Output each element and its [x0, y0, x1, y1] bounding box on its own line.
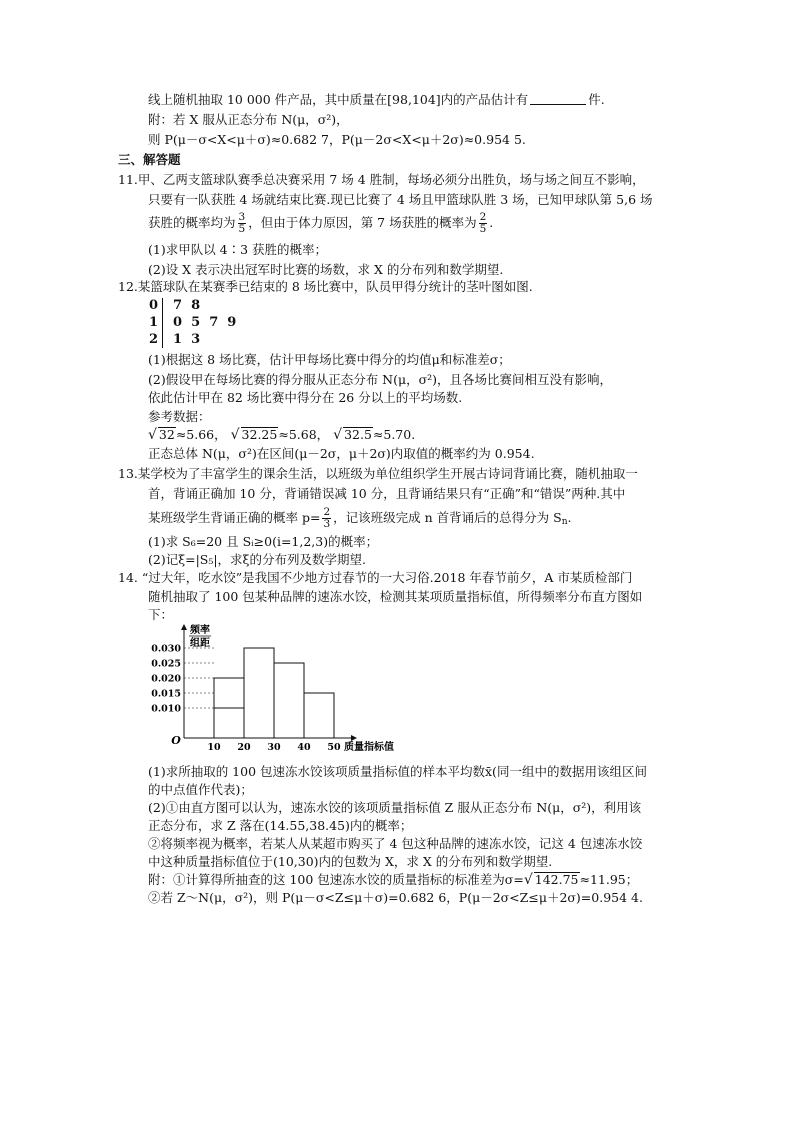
q14-sub: 的中点值作代表)；: [148, 782, 253, 797]
y-label-top: 频率: [190, 625, 210, 636]
ref-title: 参考数据：: [148, 409, 211, 424]
ref-values: √ 32≈5.66， √ 32.25≈5.68， √ 32.5≈5.70.: [148, 427, 416, 443]
x-axis-label: 质量指标值: [344, 742, 394, 753]
fraction: $\frac{2}{3}$: [323, 506, 331, 530]
leaves: 0 5 7 9: [173, 315, 237, 330]
q13-line: 某班级学生背诵正确的概率 p= $\frac{2}{3}$ ，记该班级完成 n 首背诵后的总得分为 $S_n$.: [148, 506, 572, 530]
q11-sub: (1)求甲队以 4∶3 获胜的概率；: [148, 242, 328, 257]
stem: 2: [149, 332, 159, 347]
y-tick-label: 0.020: [151, 673, 181, 685]
y-tick-label: 0.015: [151, 688, 181, 700]
leaves: 1 3: [173, 332, 201, 347]
q12-sub: 依此估计甲在 82 场比赛中得分在 26 分以上的平均场数.: [148, 390, 463, 405]
x-axis-arrow: [351, 735, 357, 741]
answer-blank: [530, 92, 586, 105]
q11-line: 只要有一队获胜 4 场就结束比赛.现已比赛了 4 场且甲篮球队胜 3 场，已知甲球队第 5,6 场: [148, 192, 653, 207]
x-tick-label: 50: [327, 742, 341, 753]
frequency-histogram: [140, 618, 394, 760]
text-line: 则 P(μ－σ<X<μ＋σ)≈0.682 7，P(μ－2σ<X<μ＋2σ)≈0.954 5.: [148, 132, 526, 147]
x-tick-label: 40: [297, 742, 311, 753]
q11-line: 获胜的概率均为 $\frac{3}{5}$ ，但由于体力原因，第 7 场获胜的概率为 $\frac{2}{5}$ .: [148, 211, 494, 235]
y-tick-label: 0.025: [151, 658, 181, 670]
q11-line: 11.甲、乙两支篮球队赛季总决赛采用 7 场 4 胜制，每场必须分出胜负，场与场之间互不影响，: [118, 172, 645, 187]
text-line: 附：若 X 服从正态分布 N(μ，σ²)，: [148, 112, 349, 127]
q14-sub: (2)①由直方图可以认为，速冻水饺的该项质量指标值 Z 服从正态分布 N(μ，σ²)，利用该: [148, 800, 642, 815]
q12-sub: (2)假设甲在每场比赛的得分服从正态分布 N(μ，σ²)，且各场比赛间相互没有影响，: [148, 372, 613, 387]
histogram-bar: [274, 663, 304, 738]
q14-line: 随机抽取了 100 包某种品牌的速冻水饺，检测其某项质量指标值，所得频率分布直方图如: [148, 589, 643, 604]
q14-sub: 正态分布，求 Z 落在(14.55,38.45)内的概率；: [148, 818, 413, 833]
q14-sub: (1)求所抽取的 100 包速冻水饺该项质量指标值的样本平均数x̄(同一组中的数据用该组区间: [148, 764, 647, 779]
q13-sub: (2)记ξ=|S₅|，求ξ的分布列及数学期望.: [148, 552, 366, 567]
stem: 0: [149, 298, 159, 313]
text-line: 线上随机抽取 10 000 件产品，其中质量在[98,104]内的产品估计有 件.: [148, 92, 605, 107]
q13-line: 13.某学校为了丰富学生的课余生活，以班级为单位组织学生开展古诗词背诵比赛，随机抽取一: [118, 466, 638, 481]
y-tick-label: 0.030: [151, 643, 181, 655]
q14-line: 14. “过大年，吃水饺”是我国不少地方过春节的一大习俗.2018 年春节前夕，A 市某质检部门: [118, 570, 633, 585]
x-tick-label: 30: [267, 742, 281, 753]
leaves: 7 8: [173, 298, 201, 313]
q13-line: 首，背诵正确加 10 分，背诵错误减 10 分，且背诵结果只有“正确”和“错误”两种.其中: [148, 486, 626, 501]
x-tick-label: 10: [207, 742, 221, 753]
y-label-bottom: 组距: [190, 638, 210, 649]
fraction: $\frac{3}{5}$: [238, 211, 246, 235]
q11-sub: (2)设 X 表示决出冠军时比赛的场数，求 X 的分布列和数学期望.: [148, 262, 504, 277]
fraction: $\frac{2}{5}$: [479, 211, 487, 235]
origin-label: O: [171, 734, 181, 747]
q13-sub: (1)求 S₆=20 且 Sᵢ≥0(i=1,2,3)的概率；: [148, 534, 379, 549]
q12-line: 12.某篮球队在某赛季已结束的 8 场比赛中，队员甲得分统计的茎叶图如图.: [118, 279, 533, 294]
y-tick-label: 0.010: [151, 703, 181, 715]
stem: 1: [149, 315, 159, 330]
q14-sub: 中这种质量指标值位于(10,30)内的包数为 X，求 X 的分布列和数学期望.: [148, 854, 553, 869]
q14-line: 下：: [148, 607, 174, 622]
x-tick-label: 20: [237, 742, 251, 753]
q14-note: ②若 Z～N(μ，σ²)，则 P(μ－σ<Z≤μ＋σ)=0.682 6，P(μ－2σ<Z≤μ＋2σ)=0.954 4.: [148, 890, 643, 905]
q14-sub: ②将频率视为概率，若某人从某超市购买了 4 包这种品牌的速冻水饺，记这 4 包速冻水饺: [148, 836, 643, 851]
q14-note: 附：①计算得所抽查的这 100 包速冻水饺的质量指标的标准差为σ=√ 142.75≈11.95；: [148, 872, 639, 888]
section-title: 三、解答题: [118, 152, 181, 167]
q12-sub: (1)根据这 8 场比赛，估计甲每场比赛中得分的均值μ和标准差σ；: [148, 352, 511, 367]
stem-divider: [162, 298, 163, 348]
ref-line: 正态总体 N(μ，σ²)在区间(μ－2σ，μ＋2σ)内取值的概率约为 0.954.: [148, 446, 535, 461]
histogram-bar: [304, 693, 334, 738]
y-axis-arrow: [181, 624, 187, 630]
histogram-bar: [244, 648, 274, 738]
